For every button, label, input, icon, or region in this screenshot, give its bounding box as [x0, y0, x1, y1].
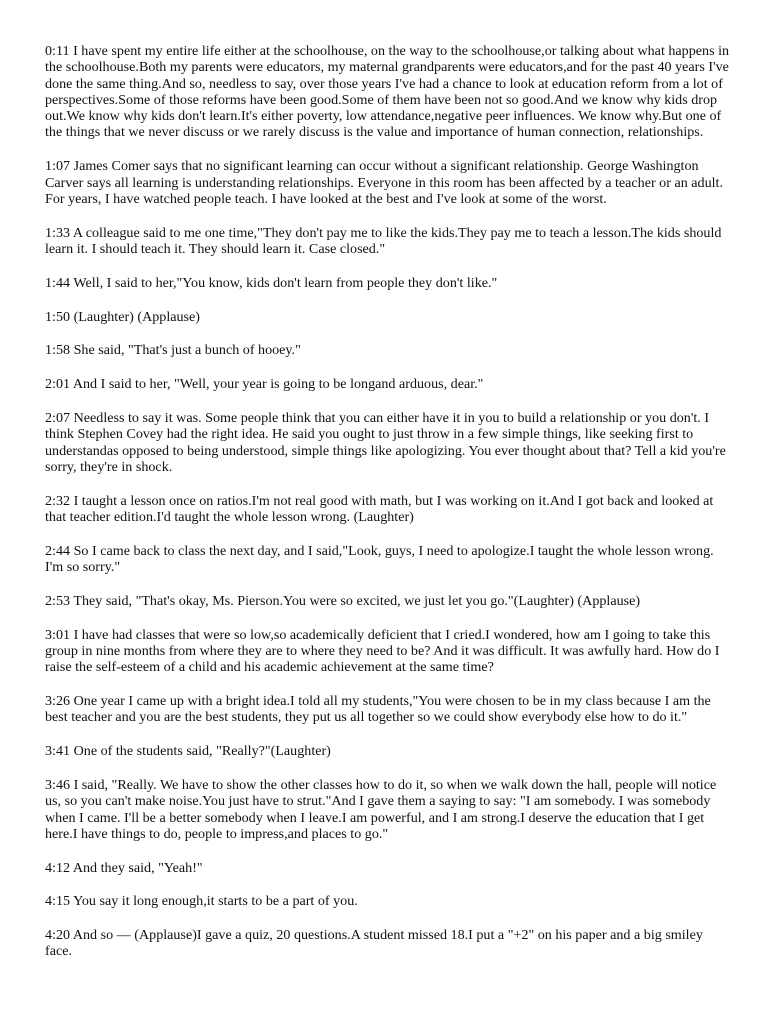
paragraph-text: I have had classes that were so low,so academically deficient that I cried.I wondered, how am I going to take this group in nine months from where they are to where they need to be? And it was difficult. It was awfully hard. How do I raise the self-esteem of a child and his academic achievement at the same time?: [45, 626, 720, 676]
paragraph-text: A colleague said to me one time,"They don't pay me to like the kids.They pay me to teach a lesson.The kids should learn it. I should teach it. They should learn it. Case closed.": [45, 224, 722, 257]
transcript-document: [45, 43, 731, 977]
transcript-paragraph: [45, 627, 731, 676]
transcript-paragraph: [45, 493, 731, 526]
paragraph-text: One year I came up with a bright idea.I told all my students,"You were chosen to be in my class because I am the best teacher and you are the best students, they put us all together so we could show everybody else how to do it.": [45, 693, 711, 726]
timestamp: 4:20: [45, 927, 71, 944]
paragraph-text: Well, I said to her,"You know, kids don't learn from people they don't like.": [73, 274, 498, 291]
timestamp: 2:44: [45, 542, 71, 559]
transcript-paragraph: [45, 410, 731, 475]
transcript-paragraph: [45, 860, 731, 876]
paragraph-text: So I came back to class the next day, and I said,"Look, guys, I need to apologize.I taught the whole lesson wrong. I'm so sorry.": [45, 542, 714, 576]
transcript-paragraph: [45, 927, 731, 960]
paragraph-text: One of the students said, "Really?"(Laughter): [73, 743, 331, 760]
transcript-paragraph: [45, 225, 731, 258]
paragraph-text: And I said to her, "Well, your year is going to be longand arduous, dear.": [72, 376, 484, 393]
transcript-paragraph: [45, 376, 731, 392]
timestamp: 0:11: [45, 43, 70, 59]
timestamp: 3:01: [45, 626, 71, 643]
transcript-paragraph: [45, 342, 731, 358]
timestamp: 1:07: [45, 158, 71, 175]
transcript-paragraph: [45, 777, 731, 842]
timestamp: 3:41: [45, 743, 71, 760]
transcript-paragraph: [45, 693, 731, 726]
timestamp: 1:33: [45, 224, 71, 241]
paragraph-text: They said, "That's okay, Ms. Pierson.You were so excited, we just let you go."(Laughter) (Applause): [73, 592, 641, 609]
transcript-paragraph: [45, 893, 731, 909]
timestamp: 4:15: [45, 893, 71, 910]
paragraph-text: She said, "That's just a bunch of hooey.": [73, 342, 301, 359]
transcript-paragraph: [45, 593, 731, 609]
transcript-paragraph: [45, 309, 731, 325]
timestamp: 3:26: [45, 693, 71, 710]
timestamp: 2:32: [45, 492, 71, 509]
paragraph-text: James Comer says that no significant learning can occur without a significant relationship. George Washington Carver says all learning is understanding relationships. Everyone in this room has been affected by a teacher or an adult. For years, I have watched people teach. I have looked at the best and I've look at some of the worst.: [45, 158, 723, 207]
paragraph-text: You say it long enough,it starts to be a part of you.: [73, 893, 358, 910]
paragraph-text: And so — (Applause)I gave a quiz, 20 questions.A student missed 18.I put a "+2" on his paper and a big smiley face.: [45, 927, 703, 960]
paragraph-text: I taught a lesson once on ratios.I'm not real good with math, but I was working on it.And I got back and looked at that teacher edition.I'd taught the whole lesson wrong. (Laughter): [45, 492, 714, 525]
transcript-paragraph: [45, 543, 731, 576]
transcript-paragraph: [45, 158, 731, 207]
paragraph-text: (Laughter) (Applause): [73, 308, 200, 325]
timestamp: 2:07: [45, 409, 71, 426]
timestamp: 3:46: [45, 776, 71, 793]
timestamp: 1:50: [45, 308, 71, 325]
paragraph-text: Needless to say it was. Some people think that you can either have it in you to build a relationship or you don't. I think Stephen Covey had the right idea. He said you ought to just throw in a few simple things, like seeking first to understandas opposed to being understood, simple things like apologizing. You ever thought about that? Tell a kid you're sorry, they're in shock.: [45, 409, 726, 475]
paragraph-text: And they said, "Yeah!": [72, 859, 203, 876]
paragraph-text: I have spent my entire life either at the schoolhouse, on the way to the schoolhouse,or talking about what happens in the schoolhouse.Both my parents were educators, my maternal grandparents were educators,and for the past 40 years I've done the same thing.And so, needless to say, over those years I've had a chance to look at education reform from a lot of perspectives.Some of those reforms have been good.Some of them have been not so good.And we know why kids drop out.We know why kids don't learn.It's either poverty, low attendance,negative peer influences. We know why.But one of the things that we never discuss or we rarely discuss is the value and importance of human connection, relationships.: [45, 43, 730, 141]
timestamp: 1:58: [45, 342, 71, 359]
timestamp: 4:12: [45, 859, 71, 876]
timestamp: 2:01: [45, 376, 71, 393]
transcript-paragraph: [45, 743, 731, 759]
timestamp: 1:44: [45, 274, 71, 291]
timestamp: 2:53: [45, 592, 71, 609]
paragraph-text: I said, "Really. We have to show the other classes how to do it, so when we walk down the hall, people will notice us, so you can't make noise.You just have to strut."And I gave them a saying to say: "I am somebody. I was somebody when I came. I'll be a better somebody when I leave.I am powerful, and I am strong.I deserve the education that I get here.I have things to do, people to impress,and places to go.": [45, 776, 717, 842]
transcript-paragraph: [45, 275, 731, 291]
transcript-paragraph: [45, 43, 731, 141]
